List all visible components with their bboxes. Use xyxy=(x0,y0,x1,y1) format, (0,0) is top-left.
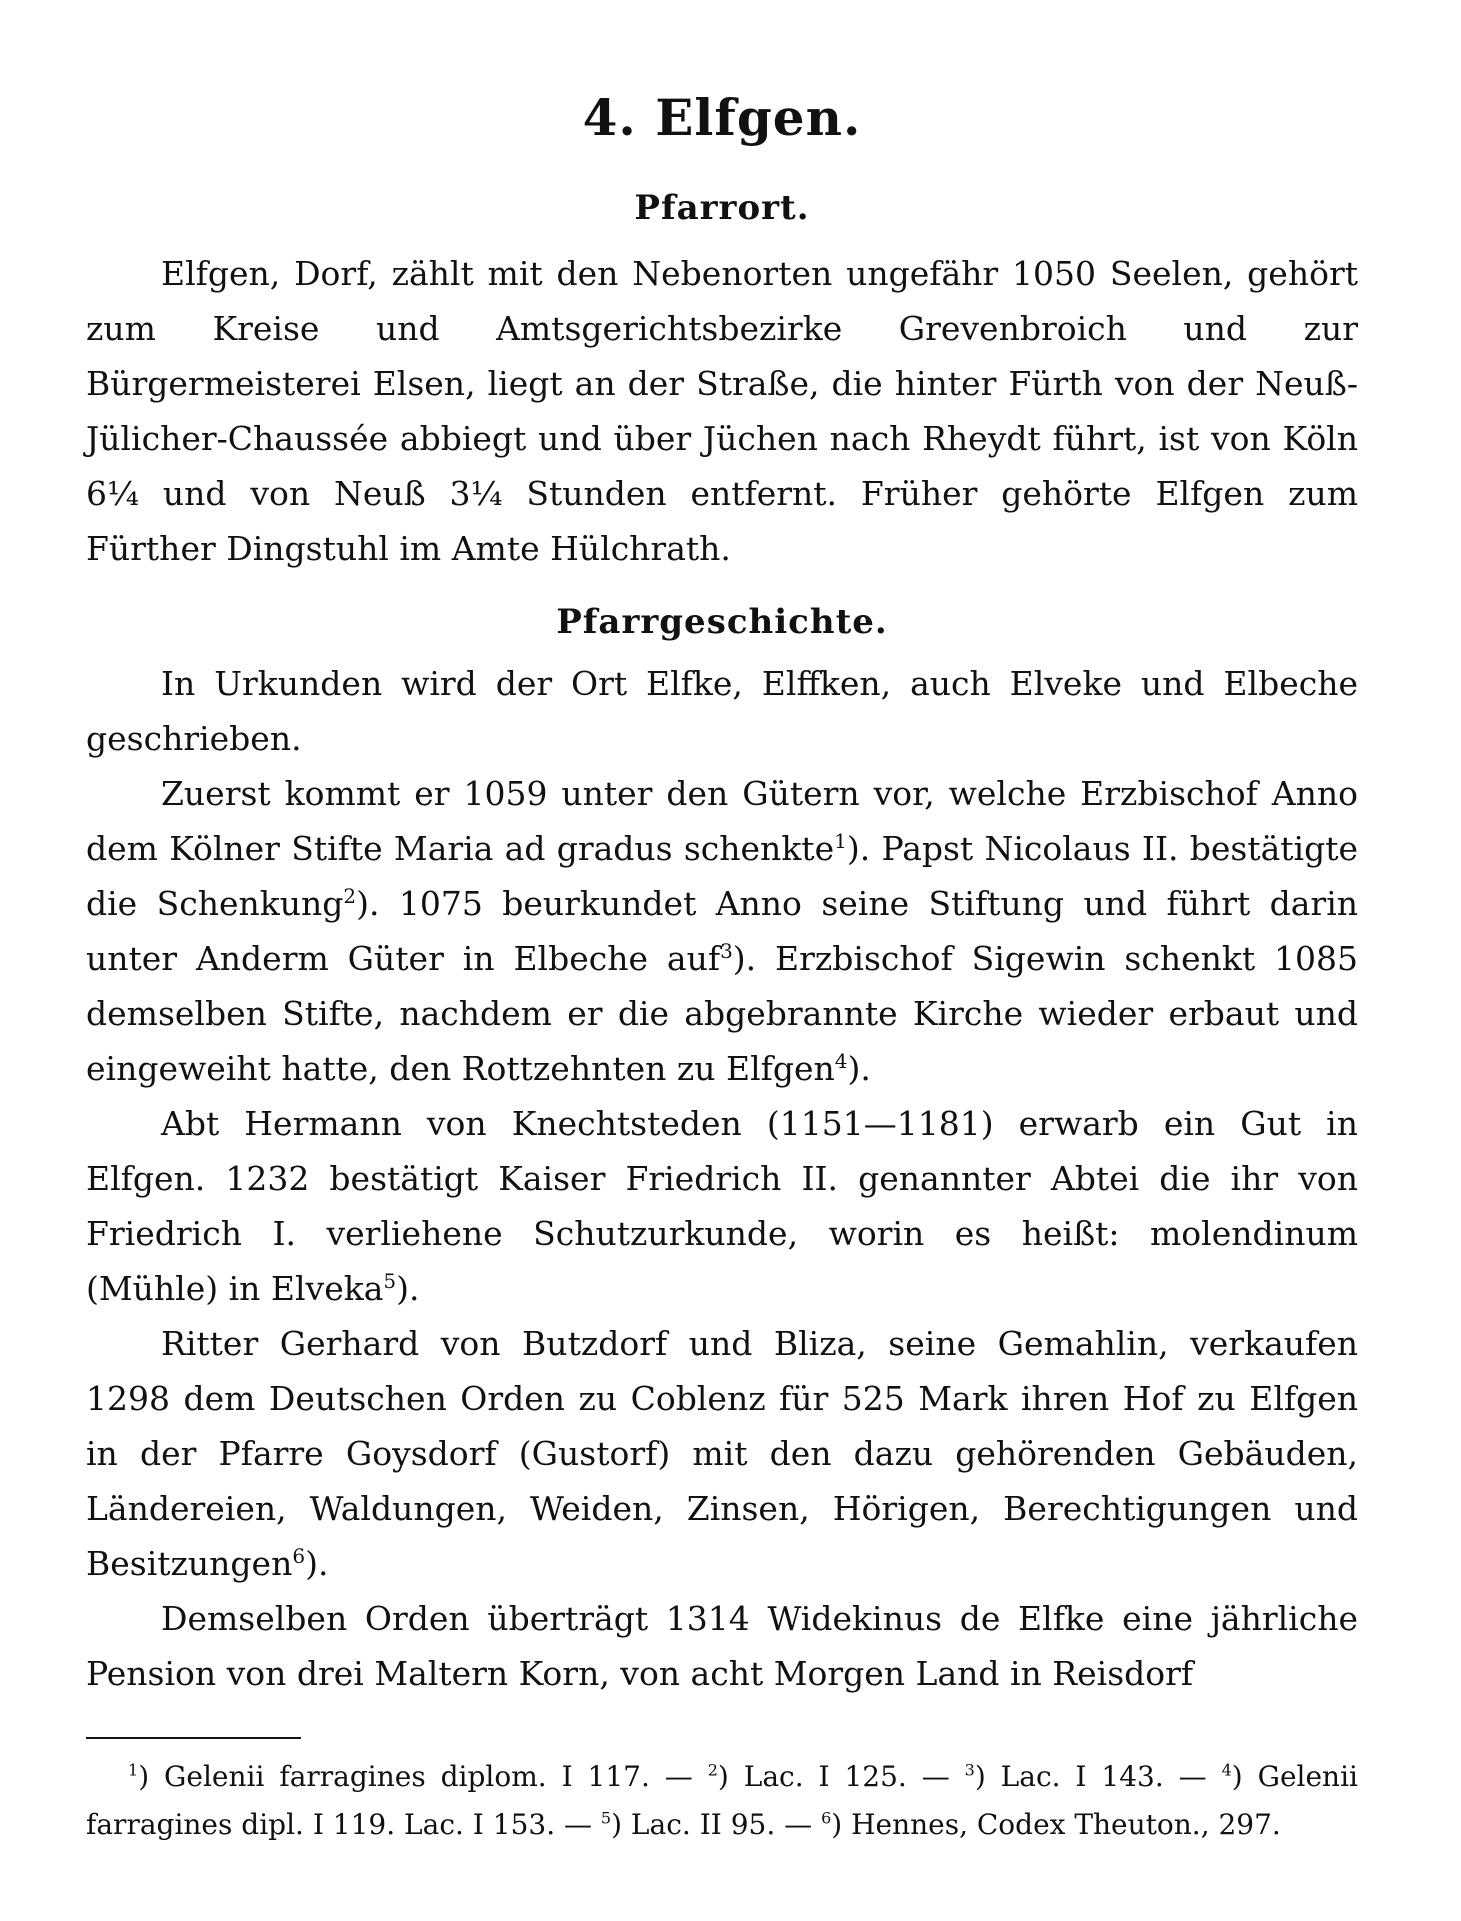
footnote-ref-4: 4 xyxy=(834,1049,848,1073)
footnote-number-6: 6 xyxy=(821,1808,832,1828)
text-segment: ). Erzbischof Sigewin schenkt 1085 demselben Stifte, nachdem er die abgebrannte Kirche wieder erbaut und eingeweiht hatte, den Rottzehnten zu Elfgen xyxy=(86,939,1358,1088)
footnote-ref-5: 5 xyxy=(383,1269,397,1293)
paragraph-erstmals xyxy=(86,766,1358,1096)
page-content xyxy=(86,88,1358,1849)
text-segment: ). Papst Nicolaus II. bestätigte die Schenkung xyxy=(86,829,1358,923)
footnote-text-6: ) Hennes, Codex Theuton., 297. xyxy=(831,1808,1281,1841)
text-segment: ). 1075 beurkundet Anno seine Stiftung und führt darin unter Anderm Güter in Elbeche auf xyxy=(86,884,1359,978)
text-segment: Ritter Gerhard von Butzdorf und Bliza, seine Gemahlin, verkaufen 1298 dem Deutschen Orden zu Coblenz für 525 Mark ihren Hof zu Elfgen in der Pfarre Goysdorf (Gustorf) mit den dazu gehörenden Gebäuden, Ländereien, Waldungen, Weiden, Zinsen, Hörigen, Berechtigungen und Besitzungen xyxy=(86,1324,1358,1583)
footnote-ref-6: 6 xyxy=(292,1544,306,1568)
footnote-number-5: 5 xyxy=(600,1808,612,1828)
paragraph-pfarrort: Elfgen, Dorf, zählt mit den Nebenorten ungefähr 1050 Seelen, gehört zum Kreise und Amtsgerichtsbezirke Grevenbroich und zur Bürgermeisterei Elsen, liegt an der Straße, die hinter Fürth von der Neuß-Jülicher-Chaussée abbiegt und über Jüchen nach Rheydt führt, ist von Köln 6¼ und von Neuß 3¼ Stunden entfernt. Früher gehörte Elfgen zum Fürther Dingstuhl im Amte Hülchrath. xyxy=(86,254,1358,568)
footnote-ref-2: 2 xyxy=(343,884,357,908)
text-segment: Zuerst kommt er 1059 unter den Gütern vor, welche Erzbischof Anno dem Kölner Stifte Maria ad gradus schenkte xyxy=(86,774,1358,868)
footnote-divider xyxy=(86,1737,301,1739)
footnote-text-3: ) Lac. I 143. — xyxy=(974,1760,1222,1793)
footnote-text-2: ) Lac. I 125. — xyxy=(717,1760,965,1793)
footnote-ref-3: 3 xyxy=(720,939,733,963)
text-segment: ). xyxy=(847,1049,871,1088)
text-segment: ). xyxy=(305,1544,329,1583)
footnotes xyxy=(86,1753,1358,1849)
section-heading-pfarrgeschichte: Pfarrgeschichte. xyxy=(556,602,888,642)
text-segment: ). xyxy=(396,1269,420,1308)
paragraph-ritter-gerhard xyxy=(86,1316,1358,1591)
chapter-title: 4. Elfgen. xyxy=(582,88,862,147)
footnote-number-4: 4 xyxy=(1221,1760,1232,1780)
paragraph-urkunden: In Urkunden wird der Ort Elfke, Elffken, auch Elveke und Elbeche geschrieben. xyxy=(86,664,1358,758)
paragraph-demselben-orden: Demselben Orden überträgt 1314 Widekinus de Elfke eine jährliche Pension von drei Maltern Korn, von acht Morgen Land in Reisdorf xyxy=(86,1599,1358,1693)
footnote-number-1: 1 xyxy=(128,1760,139,1780)
paragraph-abt-hermann xyxy=(86,1096,1358,1316)
text-segment: Abt Hermann von Knechtsteden (1151—1181) erwarb ein Gut in Elfgen. 1232 bestätigt Kaiser Friedrich II. genannter Abtei die ihr von Friedrich I. verliehene Schutzurkunde, worin es heißt: molendinum (Mühle) in Elveka xyxy=(86,1104,1358,1308)
footnote-text-5: ) Lac. II 95. — xyxy=(611,1808,822,1841)
footnote-number-3: 3 xyxy=(964,1760,975,1780)
footnote-number-2: 2 xyxy=(707,1760,718,1780)
footnote-text-1: ) Gelenii farragines diplom. I 117. — xyxy=(138,1760,708,1793)
section-heading-pfarrort: Pfarrort. xyxy=(634,188,810,228)
footnote-text-4: ) Gelenii farragines dipl. I 119. Lac. I 153. — xyxy=(86,1760,1358,1841)
footnote-ref-1: 1 xyxy=(834,829,847,853)
